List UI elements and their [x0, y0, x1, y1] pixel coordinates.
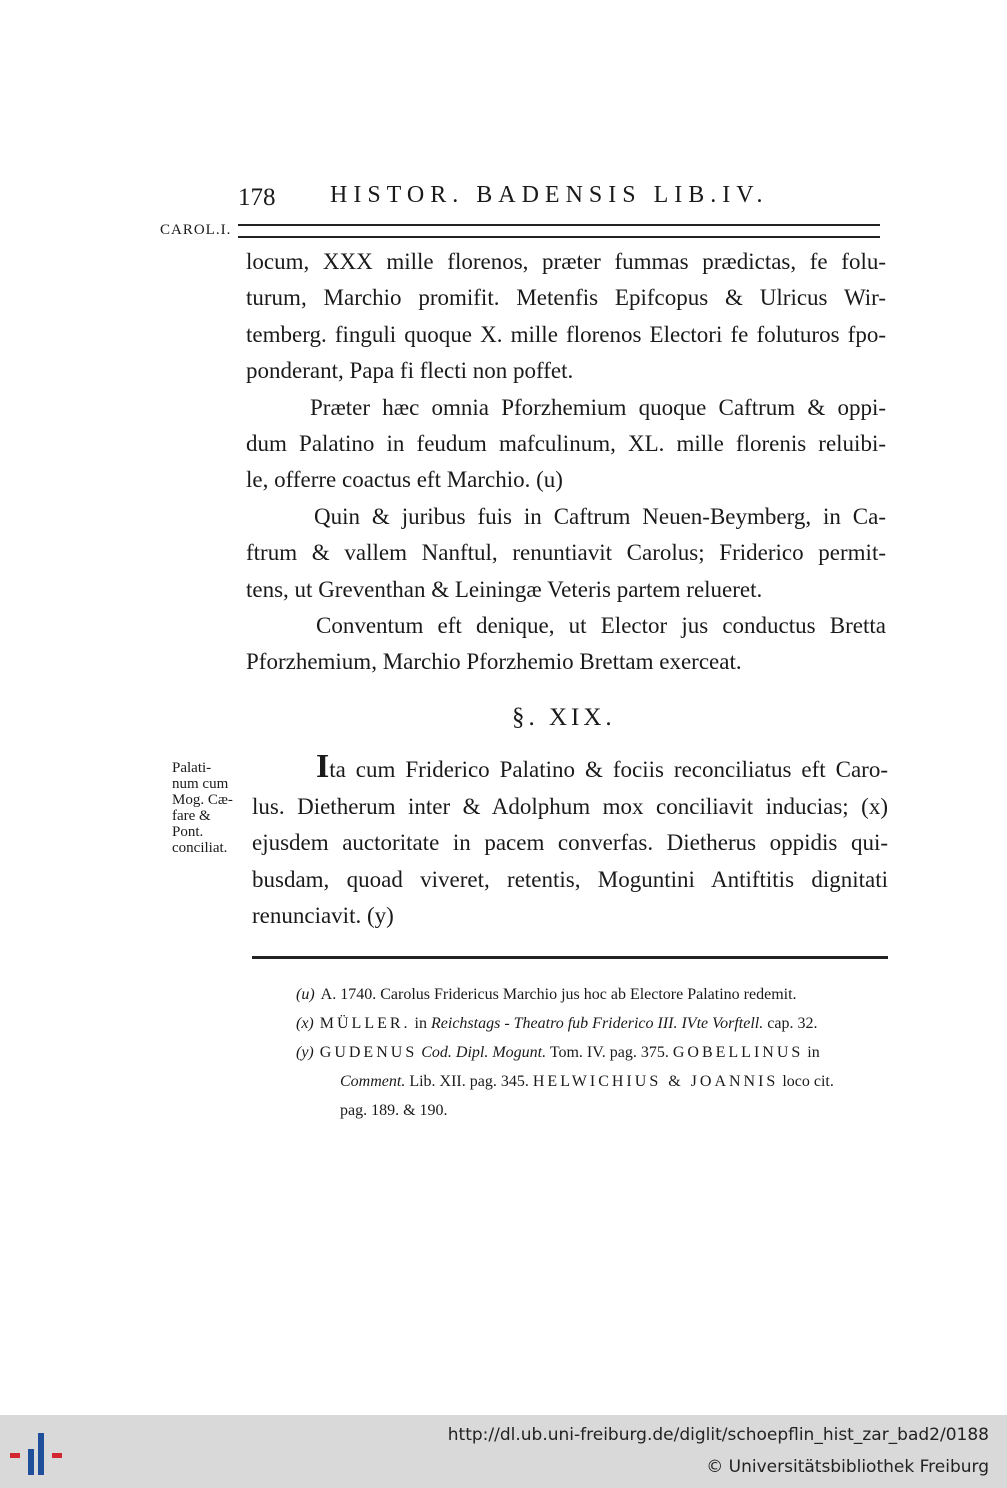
footnote-title: Comment.: [340, 1073, 406, 1090]
footnote-title: Cod. Dipl. Mogunt.: [421, 1044, 547, 1061]
text-line: ejusdem auctoritate in pacem converfas. Dietherus oppidis qui-: [252, 830, 888, 856]
text-line: [252, 750, 888, 789]
text-line: Quin & juribus fuis in Caftrum Neuen-Beymberg, in Ca-: [314, 503, 886, 529]
text-line: tens, ut Greventhan & Leiningæ Veteris partem relueret.: [246, 576, 763, 602]
marginal-note-line: Palati-: [172, 760, 212, 776]
text-line: turum, Marchio promifit. Metenfis Epifcopus & Ulricus Wir-: [246, 285, 886, 311]
text-line: dum Palatino in feudum mafculinum, XL. mille florenis reluibi-: [246, 431, 886, 457]
footnote-title: Reichstags - Theatro fub Friderico III. IVte Vorftell.: [431, 1015, 764, 1032]
footnote-text: in: [803, 1044, 820, 1061]
drop-cap: I: [316, 748, 330, 785]
document-url[interactable]: http://dl.ub.uni-freiburg.de/diglit/schoepflin_hist_zar_bad2/0188: [447, 1425, 989, 1445]
text-line: Pforzhemium, Marchio Pforzhemio Brettam exerceat.: [246, 649, 742, 675]
footnote-y-continued: [340, 1067, 892, 1096]
footnote-author: GOBELLINUS: [672, 1044, 804, 1061]
text-line-rest: ta cum Friderico Palatino & fociis reconciliatus eft Caro-: [329, 757, 888, 782]
footnote-text: A. 1740. Carolus Fridericus Marchio jus hoc ab Electore Palatino redemit.: [320, 986, 797, 1003]
ub-freiburg-logo-icon[interactable]: [8, 1429, 68, 1477]
footnote-text: cap. 32.: [763, 1015, 818, 1032]
running-header: [232, 180, 792, 220]
text-line: Conventum eft denique, ut Elector jus conductus Bretta: [316, 613, 886, 639]
running-title: HISTOR. BADENSIS LIB.IV.: [330, 182, 769, 208]
marginal-note-line: Pont.: [172, 824, 204, 840]
paragraph-3: [246, 499, 886, 608]
footnote-mark: (y): [296, 1044, 314, 1061]
footnote-author: GUDENUS: [319, 1044, 418, 1061]
footnote-y: [296, 1038, 892, 1067]
footnote-u: [296, 980, 892, 1009]
header-double-rule: [238, 224, 880, 238]
marginal-note-line: Mog. Cæ-: [172, 792, 233, 808]
footnote-y-last: pag. 189. & 190.: [340, 1102, 448, 1119]
footnote-author: HELWICHIUS & JOANNIS: [532, 1073, 779, 1090]
footnote-mark: (x): [296, 1015, 314, 1032]
margin-label-carol: CAROL.I.: [160, 222, 232, 238]
footnote-text: Lib. XII. pag. 345.: [405, 1073, 533, 1090]
text-line: ponderant, Papa fi flecti non poffet.: [246, 358, 574, 384]
main-text: [246, 244, 886, 681]
footnote-text: in: [410, 1015, 431, 1032]
copyright-notice: © Universitätsbibliothek Freiburg: [706, 1457, 989, 1477]
text-line: lus. Dietherum inter & Adolphum mox conciliavit inducias; (x): [252, 793, 888, 819]
text-line: ftrum & vallem Nanftul, renuntiavit Carolus; Friderico permit-: [246, 540, 886, 566]
footnote-mark: (u): [296, 986, 315, 1003]
footnotes: [296, 980, 892, 1125]
marginal-note-line: conciliat.: [172, 840, 228, 856]
page-number: 178: [238, 184, 276, 211]
viewer-footer-bar: [0, 1415, 1007, 1488]
footnote-text: loco cit.: [778, 1073, 834, 1090]
section-heading: §. XIX.: [512, 704, 616, 731]
footnote-text: Tom. IV. pag. 375.: [546, 1044, 673, 1061]
text-line: renunciavit. (y): [252, 903, 394, 929]
footnote-rule: [252, 956, 888, 959]
text-line: Præter hæc omnia Pforzhemium quoque Caftrum & oppi-: [310, 394, 886, 420]
marginal-note-line: fare &: [172, 808, 211, 824]
text-line: temberg. finguli quoque X. mille florenos Electori fe foluturos fpo-: [246, 321, 886, 347]
paragraph-1: [246, 244, 886, 390]
marginal-note-line: num cum: [172, 776, 229, 792]
footnote-x: [296, 1009, 892, 1038]
text-line: locum, XXX mille florenos, præter fummas prædictas, fe folu-: [246, 249, 886, 274]
paragraph-4: [246, 608, 886, 681]
paragraph-5: [252, 750, 888, 935]
marginal-note: [172, 760, 252, 856]
paragraph-2: [246, 390, 886, 499]
text-line: le, offerre coactus eft Marchio. (u): [246, 467, 563, 493]
text-line: busdam, quoad viveret, retentis, Moguntini Antiftitis dignitati: [252, 866, 888, 892]
footnote-author: MÜLLER.: [319, 1015, 411, 1032]
